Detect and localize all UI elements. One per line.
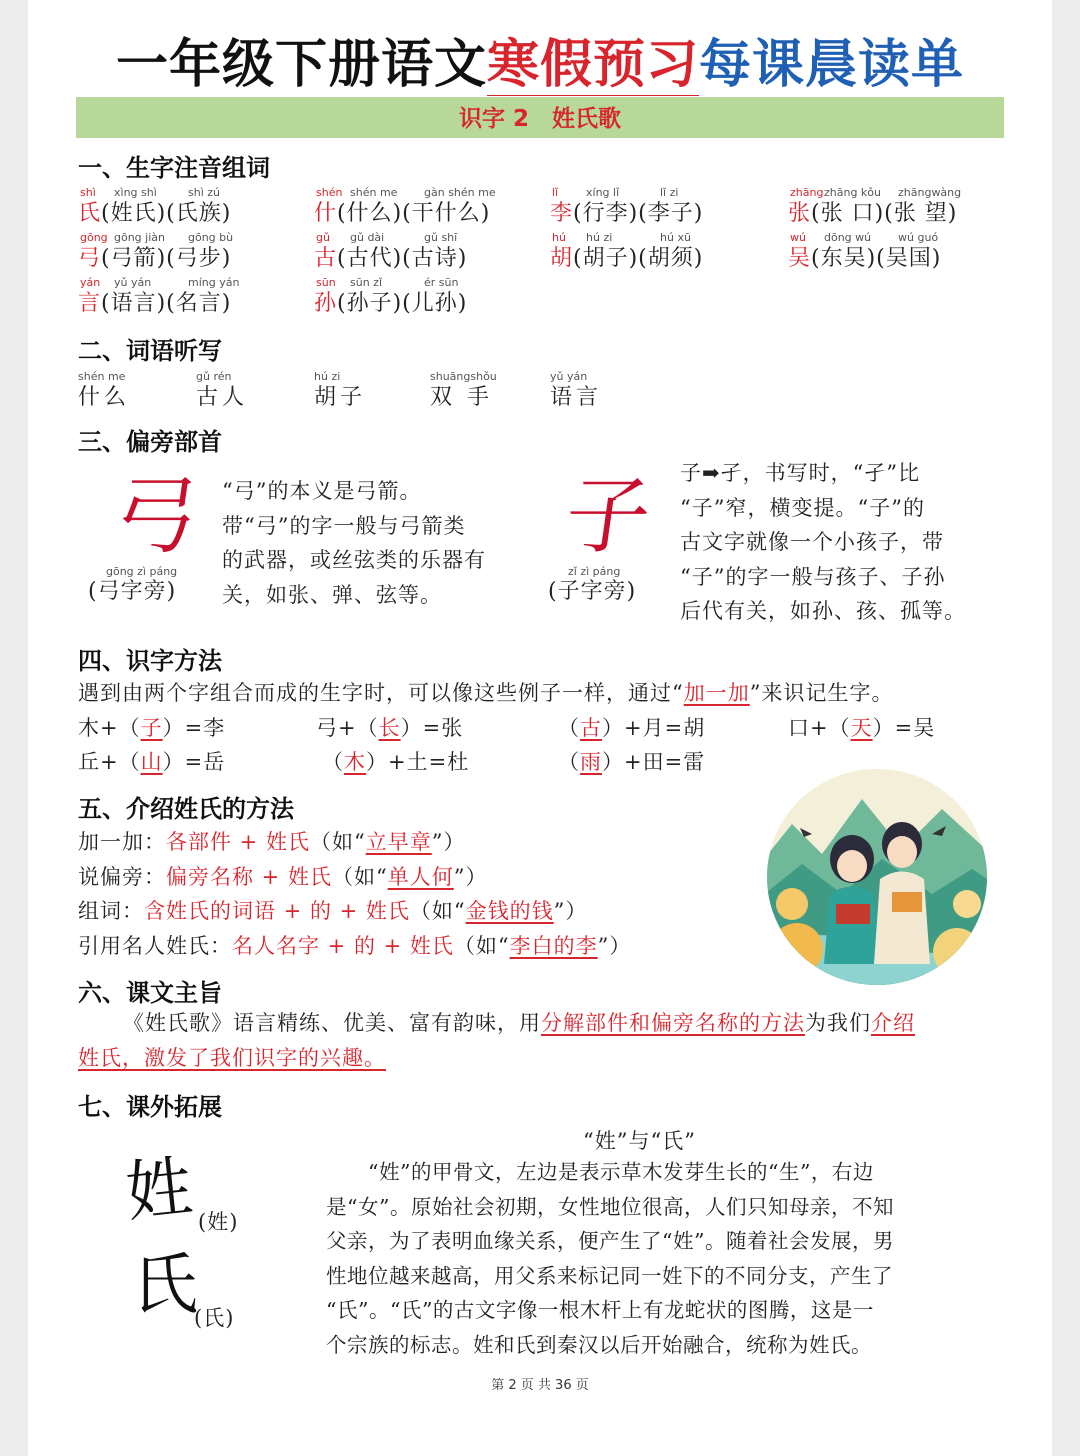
dictation-pinyin: shuāngshǒu [430, 370, 497, 383]
method-label: 加一加： [78, 830, 166, 854]
dictation-word: 古人 [196, 385, 249, 410]
word-group: (什么)(干什么) [337, 201, 491, 226]
example-close: ”） [597, 933, 632, 958]
method-intro [78, 677, 893, 707]
method-row [78, 930, 631, 960]
desc-line: 带“弓”的字一般与弓箭类 [222, 513, 466, 538]
dictation-pinyin: shén me [78, 370, 126, 383]
word-pinyin: dōng wú [824, 231, 872, 244]
char-entry [550, 196, 703, 227]
new-character: 张 [788, 201, 812, 226]
theme-text: 《姓氏歌》语言精练、优美、富有韵味，用 [123, 1011, 541, 1035]
example-open: （如“ [331, 864, 388, 889]
char-entry [788, 196, 957, 227]
word-group: (弓箭)(弓步) [101, 246, 232, 271]
word-pinyin: gōng jiàn [114, 231, 165, 244]
desc-line: “子”的字一般与孩子、子孙 [680, 564, 946, 589]
desc-line: 的武器，或丝弦类的乐器有 [222, 548, 486, 572]
dictation-pinyin: yǔ yán [550, 370, 588, 383]
char-entry [314, 241, 467, 272]
theme-key: 介绍 [871, 1011, 915, 1035]
intro-keyword: 加一加 [683, 681, 750, 705]
method-label: 组词： [78, 899, 144, 923]
theme-key: 分解部件和偏旁名称的方法 [541, 1011, 805, 1035]
equation-part: ）=张 [400, 716, 464, 740]
extension-subtitle: “姓”与“氏” [583, 1129, 696, 1153]
new-character: 胡 [550, 246, 574, 271]
text-line: 是“女”。原始社会初期，女性地位很高，人们只知母亲，不知 [326, 1194, 894, 1219]
example-text: 立早章 [365, 830, 432, 854]
method-equation [78, 746, 225, 776]
section-6-title: 六、课文主旨 [78, 979, 222, 1007]
lesson-title: 识字 2 姓氏歌 [458, 106, 621, 132]
new-character: 言 [78, 291, 102, 316]
dictation-word: 双 手 [430, 385, 493, 410]
equation-part: （ [558, 750, 580, 774]
word-pinyin: xíng lǐ [586, 186, 620, 199]
char-pinyin: lǐ [552, 186, 559, 199]
new-character: 什 [314, 201, 338, 226]
equation-answer: 山 [140, 750, 163, 774]
new-character: 李 [550, 201, 574, 226]
example-text: 金钱的钱 [465, 899, 554, 923]
word-pinyin: gōng bù [188, 231, 234, 244]
dictation-word: 什么 [78, 385, 131, 410]
equation-part: 木+（ [78, 716, 141, 740]
worksheet-page [28, 0, 1052, 1456]
new-character: 吴 [788, 246, 812, 271]
oracle-xing-caption: (姓) [198, 1210, 239, 1234]
dictation-pinyin: gǔ rén [196, 370, 232, 383]
example-close: ”） [453, 864, 488, 889]
theme-key: 姓氏，激发了我们识字的兴趣。 [78, 1045, 386, 1070]
example-open: （如“ [453, 933, 510, 958]
radical-gong-desc [222, 474, 532, 612]
word-pinyin: hú zi [586, 231, 613, 244]
intro-text: ”来识记生字。 [749, 681, 894, 705]
example-text: 李白的李 [509, 933, 598, 958]
word-pinyin: gǔ shī [424, 231, 458, 244]
char-pinyin: shén [316, 186, 343, 199]
char-pinyin: gōng [80, 231, 108, 244]
children-reading-illustration [752, 764, 1002, 990]
title-blue: 每课晨读单 [699, 35, 965, 95]
radical-gong-pinyin: gōng zì páng [106, 565, 178, 578]
radical-zi-pinyin: zǐ zì páng [568, 565, 621, 578]
equation-part: ）+土=杜 [366, 750, 470, 774]
equation-part: 弓+（ [316, 716, 379, 740]
text-line: 个宗族的标志。姓和氏到秦汉以后开始融合，统称为姓氏。 [326, 1332, 872, 1357]
extension-text [326, 1155, 1016, 1362]
section-3-title: 三、偏旁部首 [78, 428, 222, 456]
word-pinyin: shì zú [188, 186, 221, 199]
section-7-title: 七、课外拓展 [78, 1093, 222, 1121]
char-pinyin: zhāng [790, 186, 824, 199]
desc-line: 子➡孑，书写时，“孑”比 [680, 461, 921, 485]
text-line: 父亲，为了表明血缘关系，便产生了“姓”。随着社会发展，男 [326, 1229, 894, 1253]
char-entry [314, 286, 467, 317]
example-text: 单人何 [387, 864, 454, 889]
example-close: ”） [431, 830, 466, 854]
text-line: 性地位越来越高，用父系来标记同一姓下的不同分支，产生了 [326, 1263, 893, 1288]
equation-answer: 长 [378, 716, 401, 740]
oracle-shi-caption: (氏) [194, 1306, 235, 1330]
word-pinyin: zhāngwàng [898, 186, 962, 199]
equation-part: ）+月=胡 [602, 716, 706, 740]
char-pinyin: gǔ [316, 231, 330, 244]
radical-zi-glyph: 子 [559, 467, 657, 565]
new-character: 氏 [78, 201, 102, 226]
word-group: (东吴)(吴国) [811, 246, 942, 271]
method-equation [558, 712, 705, 742]
oracle-shi-glyph: 氏 [132, 1246, 198, 1323]
equation-part: ）=李 [162, 716, 226, 740]
equation-answer: 子 [140, 716, 163, 740]
equation-part: ）+田=雷 [602, 750, 706, 774]
desc-line: “子”窄，横变提。“子”的 [680, 495, 925, 520]
text-line: “氏”。“氏”的古文字像一根木杆上有龙蛇状的图腾，这是一 [326, 1298, 874, 1322]
example-open: （如“ [309, 830, 366, 854]
method-row [78, 861, 487, 891]
radical-gong-glyph: 弓 [107, 467, 205, 565]
word-pinyin: gàn shén me [424, 186, 496, 199]
equation-part: ）=岳 [162, 750, 226, 774]
desc-line: 关，如张、弹、弦等。 [222, 582, 442, 607]
word-group: (孙子)(儿孙) [337, 291, 468, 316]
example-close: ”） [553, 899, 588, 923]
char-pinyin: sūn [316, 276, 336, 289]
word-group: (张 口)(张 望) [811, 201, 958, 226]
title-red: 寒假预习 [487, 35, 699, 99]
word-group: (语言)(名言) [101, 291, 232, 316]
dictation-pinyin: hú zi [314, 370, 341, 383]
method-label: 说偏旁： [78, 864, 166, 889]
char-entry [78, 286, 231, 317]
method-equation [558, 746, 705, 776]
dictation-word: 语言 [550, 385, 603, 410]
method-formula: 名人名字 + 的 + 姓氏 [232, 933, 454, 958]
section-4-title: 四、识字方法 [78, 647, 222, 675]
word-group: (胡子)(胡须) [573, 246, 704, 271]
dictation-word: 胡子 [314, 385, 367, 410]
char-entry [788, 241, 941, 272]
method-equation [322, 746, 469, 776]
word-pinyin: sūn zǐ [350, 276, 383, 289]
desc-line: “弓”的本义是弓箭。 [222, 479, 422, 503]
word-pinyin: zhāng kǒu [824, 186, 882, 199]
new-character: 孙 [314, 291, 338, 316]
word-pinyin: gǔ dài [350, 231, 385, 244]
equation-answer: 古 [580, 716, 602, 740]
char-pinyin: shì [80, 186, 96, 199]
method-equation [316, 712, 463, 742]
equation-part: （ [558, 716, 580, 740]
word-pinyin: hú xū [660, 231, 691, 244]
oracle-xing-glyph: 姓 [122, 1147, 196, 1232]
radical-zi-desc [680, 456, 1010, 629]
equation-part: 口+（ [788, 716, 851, 740]
section-2-title: 二、词语听写 [78, 337, 222, 365]
word-pinyin: yǔ yán [114, 276, 152, 289]
char-entry [78, 196, 231, 227]
equation-answer: 天 [850, 716, 873, 740]
intro-text: 遇到由两个字组合而成的生字时，可以像这些例子一样，通过“ [78, 681, 684, 705]
title-black: 一年级下册语文 [115, 35, 487, 95]
lesson-theme [78, 1006, 1008, 1075]
word-pinyin: ér sūn [424, 276, 459, 289]
desc-line: 后代有关，如孙、孩、孤等。 [680, 599, 966, 623]
method-row [78, 895, 587, 925]
radical-gong-name: (弓字旁) [88, 579, 177, 604]
section-5-title: 五、介绍姓氏的方法 [78, 795, 294, 823]
equation-answer: 木 [344, 750, 366, 774]
char-entry [550, 241, 703, 272]
equation-part: 丘+（ [78, 750, 141, 774]
method-equation [788, 712, 935, 742]
section-1-title: 一、生字注音组词 [78, 154, 270, 182]
char-entry [78, 241, 231, 272]
page-title [28, 22, 1052, 97]
new-character: 弓 [78, 246, 102, 271]
word-pinyin: lǐ zi [660, 186, 679, 199]
word-group: (古代)(古诗) [337, 246, 468, 271]
word-pinyin: wú guó [898, 231, 939, 244]
word-group: (行李)(李子) [573, 201, 704, 226]
method-formula: 含姓氏的词语 + 的 + 姓氏 [144, 899, 410, 923]
method-row [78, 826, 465, 856]
word-pinyin: míng yán [188, 276, 240, 289]
text-line: “姓”的甲骨文，左边是表示草木发芽生长的“生”，右边 [326, 1160, 874, 1184]
char-pinyin: yán [80, 276, 101, 289]
example-open: （如“ [409, 899, 466, 923]
radical-zi-name: (子字旁) [548, 579, 637, 604]
method-label: 引用名人姓氏： [78, 933, 232, 958]
char-entry [314, 196, 490, 227]
desc-line: 古文字就像一个小孩子，带 [680, 530, 944, 554]
new-character: 古 [314, 246, 338, 271]
theme-text: 为我们 [805, 1011, 871, 1035]
method-formula: 偏旁名称 + 姓氏 [166, 864, 332, 889]
equation-part: ）=吴 [872, 716, 936, 740]
word-group: (姓氏)(氏族) [101, 201, 232, 226]
method-formula: 各部件 + 姓氏 [166, 830, 310, 854]
equation-part: （ [322, 750, 344, 774]
equation-answer: 雨 [580, 750, 602, 774]
word-pinyin: shén me [350, 186, 398, 199]
char-pinyin: wú [790, 231, 806, 244]
method-equation [78, 712, 225, 742]
word-pinyin: xìng shì [114, 186, 157, 199]
page-number: 第 2 页 共 36 页 [491, 1378, 589, 1393]
char-pinyin: hú [552, 231, 566, 244]
